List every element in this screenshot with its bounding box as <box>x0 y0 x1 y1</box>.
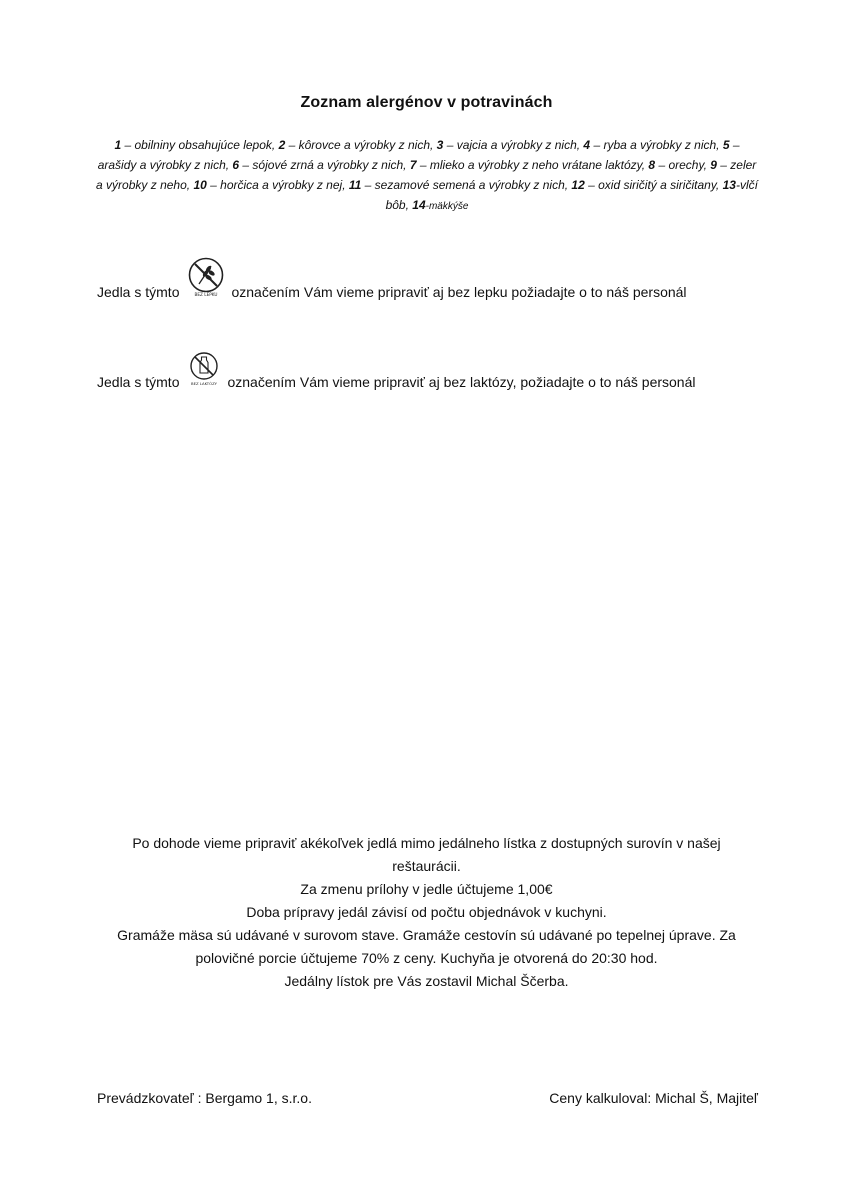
allergen-number: 2 <box>278 138 286 152</box>
allergen-list <box>94 135 760 217</box>
allergen-number: 12 <box>571 178 585 192</box>
lactose-free-icon <box>187 350 221 391</box>
allergen-text: – zeler a výrobky z neho, <box>96 158 757 192</box>
allergen-text: -mäkkýše <box>425 201 469 212</box>
info-line: Po dohode vieme pripraviť akékoľvek jedlá mimo jedálneho lístka z dostupných surovín v našej <box>132 835 721 851</box>
info-line: polovičné porcie účtujeme 70% z ceny. Kuchyňa je otvorená do 20:30 hod. <box>195 950 658 966</box>
allergen-text: – mlieko a výrobky z neho vrátane laktózy, <box>416 158 649 172</box>
allergen-number: 1 <box>114 138 122 152</box>
gluten-free-icon <box>187 256 225 301</box>
allergen-text: – sezamové semená a výrobky z nich, <box>361 178 572 192</box>
gluten-free-notice <box>97 256 687 301</box>
info-line: Za zmenu prílohy v jedle účtujeme 1,00€ <box>300 881 553 897</box>
operator-label: Prevádzkovateľ : Bergamo 1, s.r.o. <box>97 1090 312 1106</box>
allergen-text: – ryba a výrobky z nich, <box>590 138 723 152</box>
gluten-notice-suffix: označením Vám vieme pripraviť aj bez lepku požiadajte o to náš personál <box>231 284 687 300</box>
allergen-text: – sójové zrná a výrobky z nich, <box>239 158 410 172</box>
info-line: reštaurácii. <box>392 858 461 874</box>
lactose-free-notice <box>97 350 696 391</box>
allergen-text: – oxid siričitý a siričitany, <box>584 178 723 192</box>
page-title: Zoznam alergénov v potravinách <box>300 94 553 111</box>
lactose-notice-suffix: označením Vám vieme pripraviť aj bez laktózy, požiadajte o to náš personál <box>227 374 696 390</box>
gluten-notice-prefix: Jedla s týmto <box>97 284 180 300</box>
allergen-number: 9 <box>710 158 717 172</box>
svg-text:BEZ LAKTÓZY: BEZ LAKTÓZY <box>191 381 218 386</box>
allergen-number: 6 <box>232 158 240 172</box>
svg-text:BEZ LEPKU: BEZ LEPKU <box>195 292 218 297</box>
allergen-text: – kôrovce a výrobky z nich, <box>285 138 437 152</box>
info-block <box>100 832 753 993</box>
allergen-number: 14 <box>412 198 426 212</box>
allergen-number: 8 <box>648 158 656 172</box>
allergen-text: – arašidy a výrobky z nich, <box>97 138 740 172</box>
allergen-text: -vlčí bôb, <box>385 178 758 212</box>
allergen-number: 3 <box>436 138 444 152</box>
allergen-text: – orechy, <box>655 158 711 172</box>
prices-label: Ceny kalkuloval: Michal Š, Majiteľ <box>549 1090 758 1106</box>
allergen-number: 7 <box>409 158 417 172</box>
info-line: Gramáže mäsa sú udávané v surovom stave. Gramáže cestovín sú udávané po tepelnej úprave. Za <box>117 927 736 943</box>
lactose-notice-prefix: Jedla s týmto <box>97 374 180 390</box>
allergen-number: 5 <box>722 138 730 152</box>
allergen-text: – horčica a výrobky z nej, <box>206 178 349 192</box>
allergen-text: – obilniny obsahujúce lepok, <box>121 138 279 152</box>
info-line: Jedálny lístok pre Vás zostavil Michal Ščerba. <box>284 973 569 989</box>
allergen-text: – vajcia a výrobky z nich, <box>443 138 584 152</box>
info-line: Doba prípravy jedál závisí od počtu objednávok v kuchyni. <box>246 904 607 920</box>
allergen-number: 4 <box>583 138 591 152</box>
allergen-number: 10 <box>193 178 207 192</box>
allergen-number: 13 <box>722 178 736 192</box>
allergen-number: 11 <box>348 178 362 192</box>
